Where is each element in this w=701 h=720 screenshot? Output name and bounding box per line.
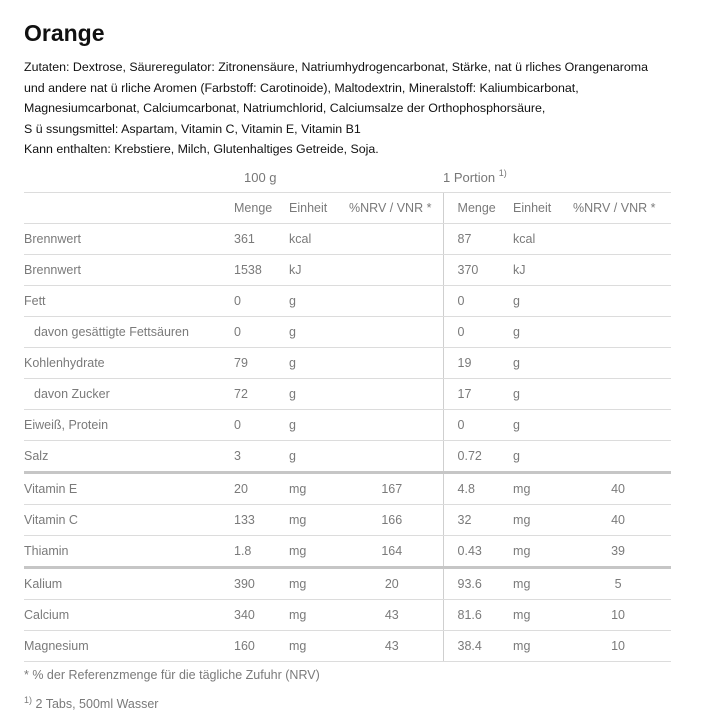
cell-einheit-portion: mg: [513, 600, 565, 631]
col-menge-portion: Menge: [443, 193, 513, 224]
portion-footnote-text: 2 Tabs, 500ml Wasser: [35, 697, 159, 711]
cell-nrv-100g: 164: [341, 536, 443, 568]
group-portion-label: 1 Portion: [443, 169, 496, 185]
cell-nrv-100g: [341, 255, 443, 286]
cell-menge-portion: 93.6: [443, 568, 513, 600]
cell-einheit-portion: mg: [513, 473, 565, 505]
nutrient-name: Vitamin E: [24, 473, 234, 505]
cell-menge-portion: 81.6: [443, 600, 513, 631]
nutrition-table: [24, 162, 671, 662]
cell-einheit-portion: g: [513, 410, 565, 441]
cell-nrv-100g: 43: [341, 600, 443, 631]
ingredients-line: Magnesiumcarbonat, Calciumcarbonat, Natriumchlorid, Calciumsalze der Orthophosphorsäure,: [24, 101, 546, 116]
cell-menge-portion: 4.8: [443, 473, 513, 505]
ingredients-line: Zutaten: Dextrose, Säureregulator: Zitronensäure, Natriumhydrogencarbonat, Stärke, nat ü rliches Orangenaroma: [24, 60, 648, 74]
cell-menge-portion: 17: [443, 379, 513, 410]
table-row: [24, 286, 671, 317]
cell-einheit-100g: g: [289, 348, 341, 379]
table-row: [24, 317, 671, 348]
ingredients-line: S ü ssungsmittel: Aspartam, Vitamin C, Vitamin E, Vitamin B1: [24, 121, 361, 136]
col-nrv-portion: %NRV / VNR *: [565, 193, 671, 224]
cell-nrv-100g: 20: [341, 568, 443, 600]
cell-menge-100g: 79: [234, 348, 289, 379]
nutrient-name: davon gesättigte Fettsäuren: [24, 317, 234, 348]
table-row: [24, 441, 671, 473]
cell-nrv-100g: [341, 286, 443, 317]
cell-einheit-portion: mg: [513, 568, 565, 600]
cell-einheit-100g: g: [289, 410, 341, 441]
table-row: [24, 379, 671, 410]
column-header-row: [24, 193, 671, 224]
cell-menge-100g: 20: [234, 473, 289, 505]
cell-nrv-100g: [341, 441, 443, 473]
cell-nrv-100g: 167: [341, 473, 443, 505]
cell-menge-100g: 72: [234, 379, 289, 410]
cell-nrv-100g: [341, 317, 443, 348]
ingredients-line: und andere nat ü rliche Aromen (Farbstoff: Carotinoide), Maltodextrin, Mineralstoff: Kaliumbicarbonat,: [24, 80, 579, 95]
cell-nrv-100g: [341, 224, 443, 255]
cell-einheit-portion: g: [513, 286, 565, 317]
cell-einheit-portion: kcal: [513, 224, 565, 255]
cell-nrv-100g: 43: [341, 631, 443, 662]
portion-footnote-ref: 1): [498, 167, 507, 178]
cell-menge-100g: 3: [234, 441, 289, 473]
nutrient-name: Brennwert: [24, 255, 234, 286]
cell-menge-portion: 0.72: [443, 441, 513, 473]
table-row: [24, 348, 671, 379]
cell-menge-100g: 160: [234, 631, 289, 662]
product-title: Orange: [24, 20, 105, 46]
col-nrv-100g: %NRV / VNR *: [341, 193, 443, 224]
cell-menge-100g: 340: [234, 600, 289, 631]
table-row: [24, 473, 671, 505]
cell-einheit-portion: g: [513, 317, 565, 348]
cell-menge-portion: 38.4: [443, 631, 513, 662]
cell-nrv-portion: [565, 224, 671, 255]
group-portion-header: [443, 162, 671, 193]
cell-einheit-portion: kJ: [513, 255, 565, 286]
nutrient-name: Vitamin C: [24, 505, 234, 536]
table-row: [24, 600, 671, 631]
cell-menge-portion: 0: [443, 410, 513, 441]
cell-menge-100g: 1538: [234, 255, 289, 286]
nutrient-name: Calcium: [24, 600, 234, 631]
cell-nrv-portion: [565, 317, 671, 348]
col-einheit-portion: Einheit: [513, 193, 565, 224]
table-row: [24, 505, 671, 536]
cell-nrv-portion: 10: [565, 631, 671, 662]
nutrient-name: Kohlenhydrate: [24, 348, 234, 379]
cell-nrv-portion: 39: [565, 536, 671, 568]
cell-einheit-100g: mg: [289, 568, 341, 600]
cell-menge-portion: 32: [443, 505, 513, 536]
cell-nrv-100g: [341, 379, 443, 410]
cell-nrv-portion: [565, 286, 671, 317]
cell-nrv-100g: [341, 348, 443, 379]
group-100g-header: [234, 162, 443, 193]
cell-einheit-100g: kJ: [289, 255, 341, 286]
cell-einheit-100g: mg: [289, 631, 341, 662]
col-einheit-100g: Einheit: [289, 193, 341, 224]
cell-einheit-portion: g: [513, 348, 565, 379]
cell-einheit-100g: g: [289, 441, 341, 473]
portion-footnote: [24, 697, 158, 711]
cell-einheit-100g: mg: [289, 600, 341, 631]
cell-einheit-100g: mg: [289, 536, 341, 568]
cell-einheit-100g: g: [289, 317, 341, 348]
table-row: [24, 224, 671, 255]
cell-nrv-portion: [565, 410, 671, 441]
cell-einheit-portion: mg: [513, 631, 565, 662]
cell-menge-100g: 0: [234, 317, 289, 348]
nutrient-name: Kalium: [24, 568, 234, 600]
cell-menge-100g: 1.8: [234, 536, 289, 568]
table-row: [24, 536, 671, 568]
nutrient-name: Magnesium: [24, 631, 234, 662]
cell-menge-portion: 19: [443, 348, 513, 379]
cell-nrv-portion: 40: [565, 505, 671, 536]
nutrient-name: Salz: [24, 441, 234, 473]
allergens-line: Kann enthalten: Krebstiere, Milch, Glutenhaltiges Getreide, Soja.: [24, 142, 379, 157]
cell-menge-100g: 0: [234, 410, 289, 441]
table-row: [24, 410, 671, 441]
cell-einheit-portion: mg: [513, 505, 565, 536]
table-row: [24, 568, 671, 600]
cell-menge-100g: 133: [234, 505, 289, 536]
cell-nrv-100g: [341, 410, 443, 441]
cell-nrv-portion: [565, 255, 671, 286]
table-row: [24, 631, 671, 662]
cell-einheit-portion: g: [513, 379, 565, 410]
group-header-row: [24, 162, 671, 193]
cell-menge-portion: 0: [443, 317, 513, 348]
cell-nrv-100g: 166: [341, 505, 443, 536]
cell-menge-portion: 0: [443, 286, 513, 317]
cell-menge-portion: 87: [443, 224, 513, 255]
cell-menge-portion: 370: [443, 255, 513, 286]
cell-nrv-portion: [565, 379, 671, 410]
cell-nrv-portion: [565, 348, 671, 379]
table-row: [24, 255, 671, 286]
col-menge-100g: Menge: [234, 193, 289, 224]
nutrient-name: Thiamin: [24, 536, 234, 568]
cell-nrv-portion: 40: [565, 473, 671, 505]
cell-menge-100g: 0: [234, 286, 289, 317]
cell-einheit-portion: mg: [513, 536, 565, 568]
portion-footnote-mark: 1): [24, 695, 33, 705]
nrv-footnote: * % der Referenzmenge für die tägliche Zufuhr (NRV): [24, 668, 320, 682]
nutrient-name: Fett: [24, 286, 234, 317]
cell-einheit-100g: g: [289, 286, 341, 317]
cell-einheit-100g: g: [289, 379, 341, 410]
nutrient-name: davon Zucker: [24, 379, 234, 410]
cell-menge-portion: 0.43: [443, 536, 513, 568]
cell-menge-100g: 361: [234, 224, 289, 255]
group-100g-label: 100 g: [244, 169, 277, 185]
ingredients-text: [24, 57, 689, 160]
nutrient-name: Eiweiß, Protein: [24, 410, 234, 441]
nutrient-name: Brennwert: [24, 224, 234, 255]
cell-einheit-portion: g: [513, 441, 565, 473]
cell-einheit-100g: mg: [289, 473, 341, 505]
cell-einheit-100g: mg: [289, 505, 341, 536]
cell-einheit-100g: kcal: [289, 224, 341, 255]
cell-nrv-portion: [565, 441, 671, 473]
cell-nrv-portion: 10: [565, 600, 671, 631]
cell-menge-100g: 390: [234, 568, 289, 600]
cell-nrv-portion: 5: [565, 568, 671, 600]
